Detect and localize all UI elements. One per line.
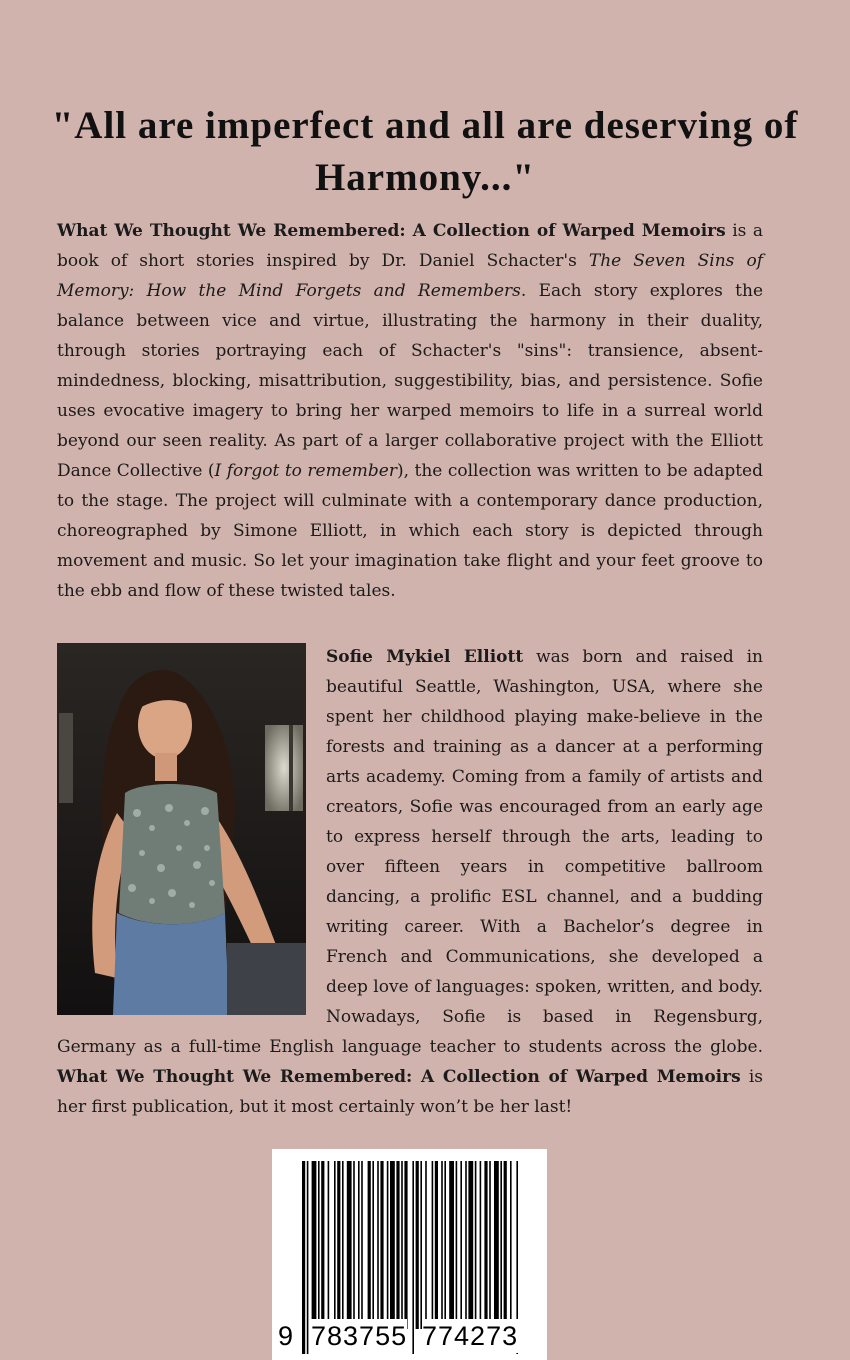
barcode-bar — [465, 1161, 467, 1329]
blurb-text-3: ), the collection was written to be adapted to the stage. The project will culminate with a contemporary dance production, choreographed by Simone Elliott, in which each story is depicted through movement and music. So let your imagination take flight and your feet groove to the ebb and flow of these twisted tales. — [57, 461, 763, 601]
barcode-bar — [387, 1161, 389, 1329]
barcode-bar — [380, 1161, 383, 1329]
bio-text-1: was born and raised in beautiful Seattle, Washington, USA, where she spent her childhood playing make-believe in the forests and training as a dancer at a performing arts academy. Coming from a family of artists and creators, Sofie was encouraged from an early age to express herself through the arts, leading to over fifteen years in competitive ballroom dancing, a prolific ESL channel, and a budding writing career. With a Bachelor’s degree in French and Communications, she developed a deep love of languages: spoken, written, and body. Nowadays, Sofie is based in Regensburg, Germany as a full-time English language teacher to students across the globe. — [57, 647, 763, 1057]
isbn-group-1: 783755 — [311, 1321, 408, 1351]
barcode-bar — [484, 1161, 487, 1329]
barcode-bar — [347, 1161, 352, 1329]
barcode-bar — [396, 1161, 399, 1329]
barcode-bar — [328, 1161, 330, 1329]
project-title: I forgot to remember — [214, 461, 397, 481]
barcode-bar — [401, 1161, 403, 1329]
barcode-bar — [404, 1161, 407, 1329]
isbn-prefix: 9 — [278, 1321, 295, 1351]
book-blurb — [57, 216, 763, 606]
barcode-bar — [358, 1161, 360, 1329]
source-book-title: The Seven Sins of Memory: How the Mind Forgets and Remembers — [57, 251, 763, 301]
isbn-number — [272, 1319, 547, 1355]
author-name: Sofie Mykiel Elliott — [326, 647, 524, 667]
barcode-bar — [435, 1161, 438, 1329]
bio-text-2: is her first publication, but it most certainly won’t be her last! — [57, 1067, 763, 1117]
isbn-group-2: 774273 — [422, 1321, 519, 1351]
barcode-bar — [480, 1161, 482, 1329]
barcode-bar — [372, 1161, 374, 1329]
barcode-bar — [441, 1161, 443, 1329]
barcode-bar — [425, 1161, 427, 1329]
barcode-bar — [468, 1161, 473, 1329]
barcode-bar — [420, 1161, 422, 1329]
barcode-bar — [312, 1161, 317, 1329]
barcode-bar — [361, 1161, 363, 1329]
barcode-bar — [390, 1161, 395, 1329]
blurb-text-1: is a book of short stories inspired by Dr. Daniel Schacter's — [57, 221, 764, 271]
barcode-bar — [460, 1161, 462, 1329]
barcode-bar — [500, 1161, 502, 1329]
blurb-text-2: . Each story explores the balance between vice and virtue, illustrating the harmony in their duality, through stories portraying each of Schacter's "sins": transience, absent-mindedness, blocking, misattribution, suggestibility, bias, and persistence. Sofie uses evocative imagery to bring her warped memoirs to life in a surreal world beyond our seen reality. As part of a larger collaborative project with the Elliott Dance Collective ( — [57, 281, 763, 481]
book-title: What We Thought We Remembered: A Collection of Warped Memoirs — [57, 221, 726, 241]
barcode-bar — [377, 1161, 379, 1329]
cover-quote: "All are imperfect and all are deserving of Harmony..." — [51, 104, 799, 199]
barcode-bar — [416, 1161, 419, 1329]
barcode-bar — [449, 1161, 454, 1329]
barcode-bar — [494, 1161, 499, 1329]
author-bio — [57, 642, 763, 1122]
barcode-bar — [456, 1161, 458, 1329]
barcode-bar — [504, 1161, 507, 1329]
bio-book-title: What We Thought We Remembered: A Collection of Warped Memoirs — [57, 1067, 741, 1087]
barcode-bar — [318, 1161, 320, 1329]
barcode-bar — [334, 1161, 336, 1329]
barcode-bar — [321, 1161, 324, 1329]
barcode-bar — [432, 1161, 434, 1329]
isbn-barcode — [272, 1149, 547, 1360]
barcode-bar — [368, 1161, 371, 1329]
barcode-bar — [337, 1161, 340, 1329]
barcode-bar — [475, 1161, 477, 1329]
barcode-bar — [342, 1161, 344, 1329]
barcode-bar — [510, 1161, 512, 1329]
barcode-bar — [444, 1161, 446, 1329]
photo-spacer — [57, 642, 326, 1018]
barcode-bar — [489, 1161, 491, 1329]
barcode-bar — [353, 1161, 355, 1329]
